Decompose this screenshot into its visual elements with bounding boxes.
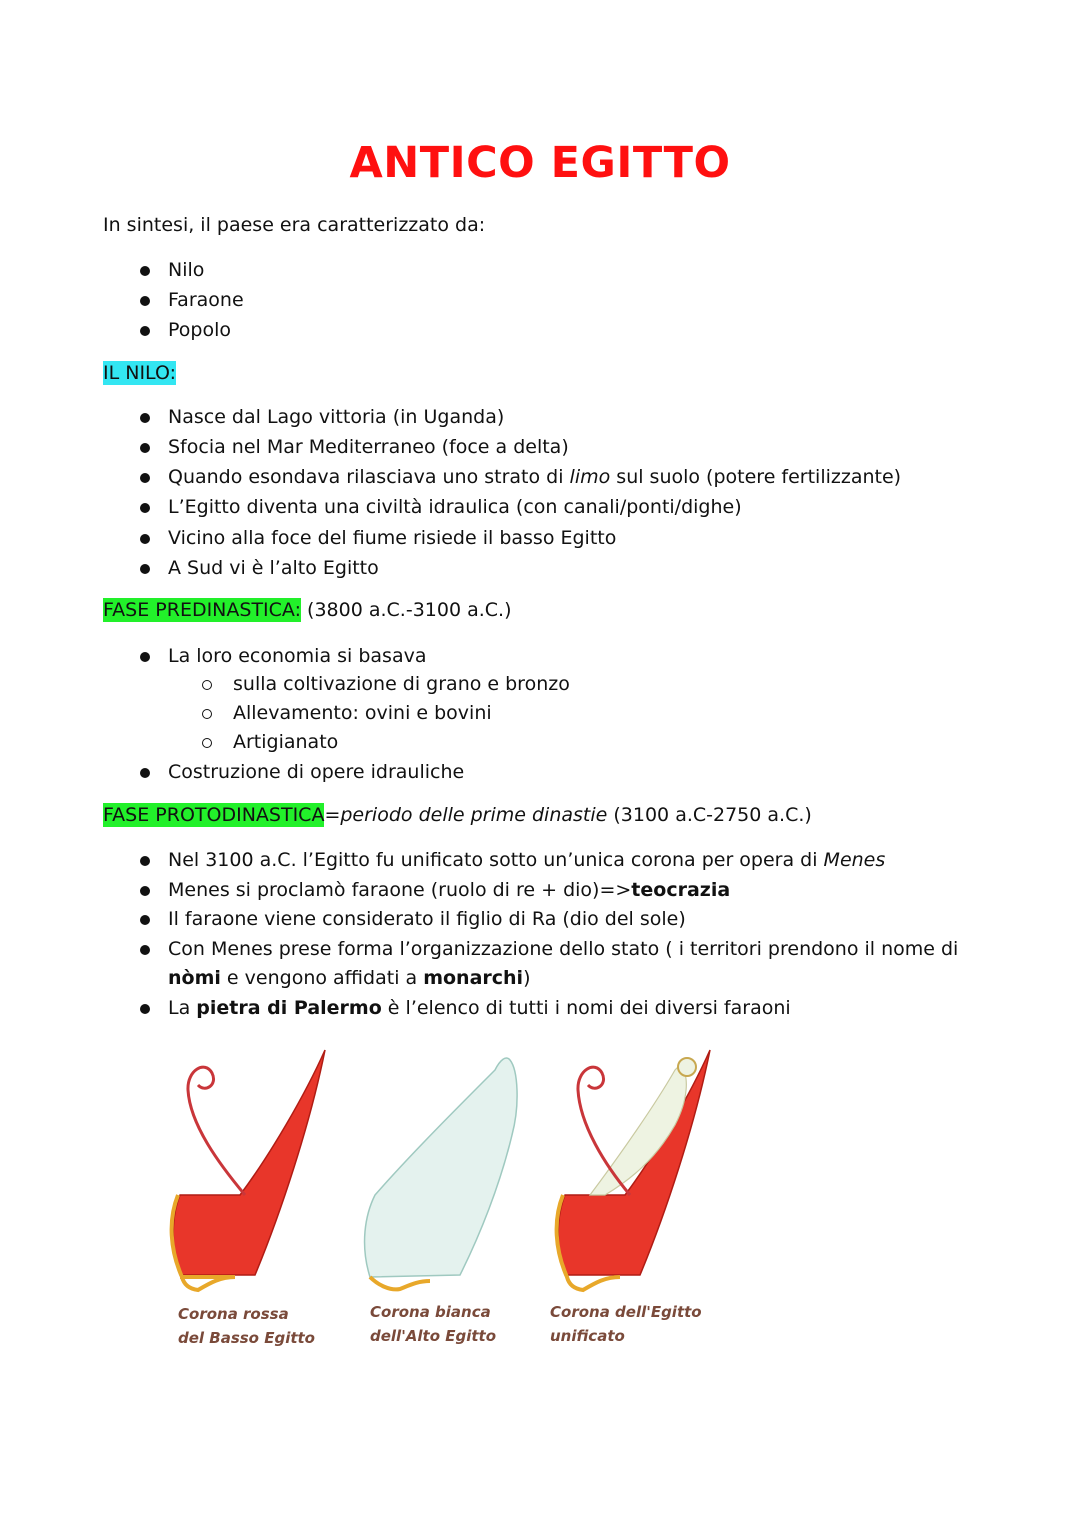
circle-bullet-icon (202, 680, 212, 690)
predinastica-heading: FASE PREDINASTICA: (103, 599, 301, 621)
bullet-icon (140, 886, 150, 896)
nilo-heading: IL NILO: (103, 362, 176, 384)
bullet-icon (140, 443, 150, 453)
crown-caption: Corona rossa del Basso Egitto (178, 1305, 315, 1347)
bullet-icon (140, 503, 150, 513)
circle-bullet-icon (202, 709, 212, 719)
intro-text: In sintesi, il paese era caratterizzato da: (103, 214, 486, 236)
bullet-icon (140, 915, 150, 925)
bullet-icon (140, 326, 150, 336)
bullet-icon (140, 413, 150, 423)
circle-bullet-icon (202, 738, 212, 748)
bullet-icon (140, 945, 150, 955)
bullet-icon (140, 266, 150, 276)
bullet-icon (140, 473, 150, 483)
bullet-icon (140, 564, 150, 574)
crown-caption: Corona dell'Egitto unificato (550, 1303, 702, 1345)
predinastica-dates: (3800 a.C.-3100 a.C.) (301, 599, 512, 621)
bullet-icon (140, 1004, 150, 1014)
page-title: ANTICO EGITTO (349, 138, 731, 188)
bullet-icon (140, 296, 150, 306)
nilo-section-heading (103, 361, 176, 385)
unified-crown-icon (557, 1050, 710, 1290)
protodinastica-definition: periodo delle prime dinastie (340, 804, 608, 826)
bullet-icon (140, 768, 150, 778)
bullet-icon (140, 534, 150, 544)
crown-caption: Corona bianca dell'Alto Egitto (370, 1303, 497, 1345)
red-crown-icon (172, 1050, 325, 1290)
protodinastica-dates: (3100 a.C-2750 a.C.) (607, 804, 812, 826)
white-crown-icon (365, 1058, 518, 1289)
bullet-icon (140, 856, 150, 866)
protodinastica-heading: FASE PROTODINASTICA (103, 804, 325, 826)
bullet-icon (140, 652, 150, 662)
predinastica-section-heading (103, 598, 511, 622)
protodinastica-section-heading: FASE PROTODINASTICA=periodo delle prime dinastie (3100 a.C-2750 a.C.) (103, 804, 812, 826)
